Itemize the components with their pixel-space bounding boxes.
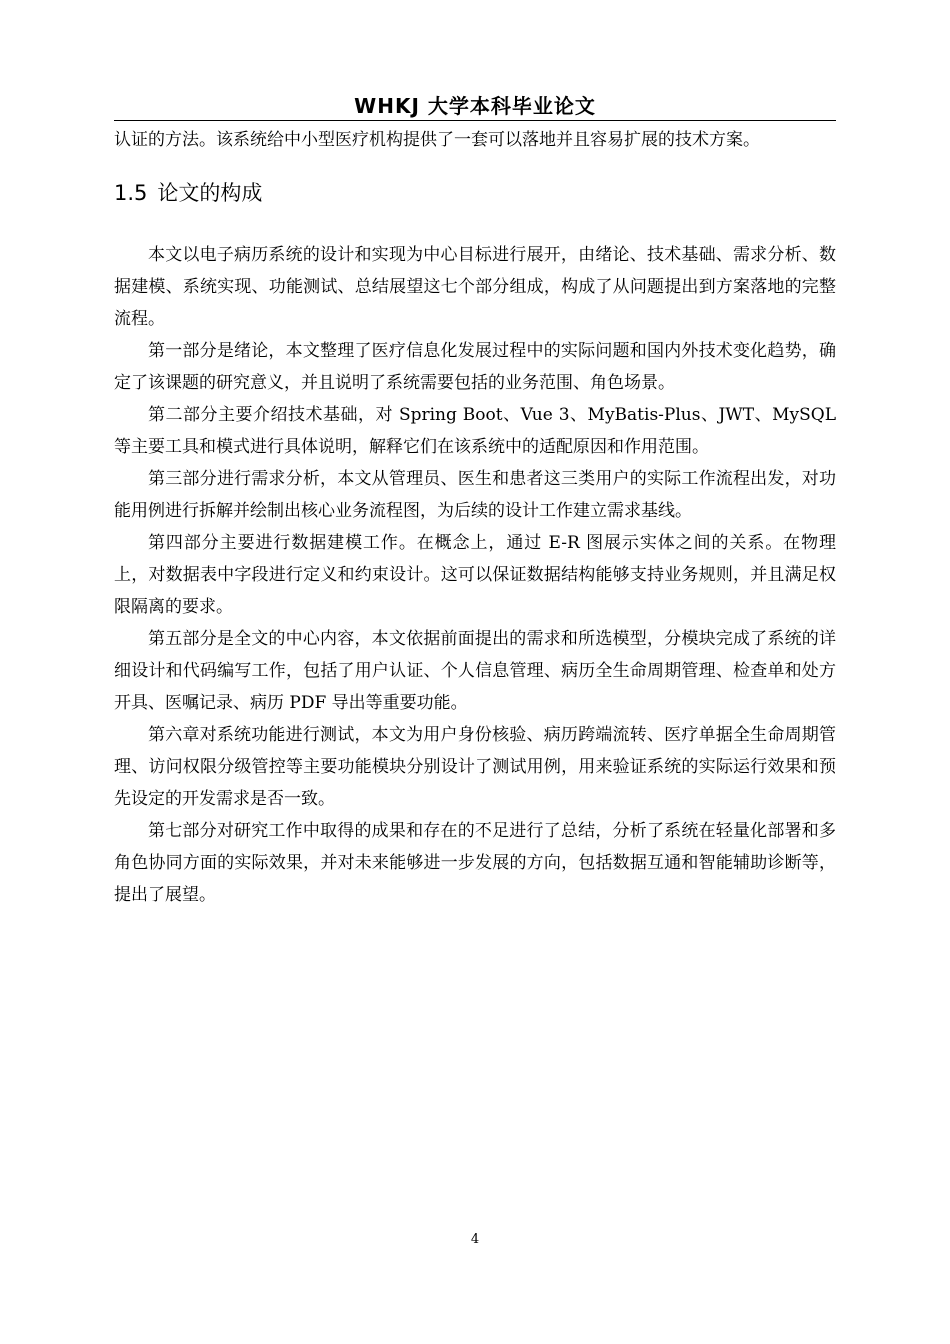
section-body — [114, 239, 836, 911]
paragraph: 第一部分是绪论，本文整理了医疗信息化发展过程中的实际问题和国内外技术变化趋势，确定了该课题的研究意义，并且说明了系统需要包括的业务范围、角色场景。 — [114, 341, 836, 393]
paragraph: 第三部分进行需求分析，本文从管理员、医生和患者这三类用户的实际工作流程出发，对功能用例进行拆解并绘制出核心业务流程图，为后续的设计工作建立需求基线。 — [114, 469, 836, 521]
paragraph: 第七部分对研究工作中取得的成果和存在的不足进行了总结，分析了系统在轻量化部署和多角色协同方面的实际效果，并对未来能够进一步发展的方向，包括数据互通和智能辅助诊断等，提出了展望。 — [114, 821, 836, 905]
paragraph: 第五部分是全文的中心内容，本文依据前面提出的需求和所选模型，分模块完成了系统的详细设计和代码编写工作，包括了用户认证、个人信息管理、病历全生命周期管理、检查单和处方开具、医嘱记录、病历 PDF 导出等重要功能。 — [114, 629, 836, 713]
paragraph: 第四部分主要进行数据建模工作。在概念上，通过 E-R 图展示实体之间的关系。在物理上，对数据表中字段进行定义和约束设计。这可以保证数据结构能够支持业务规则，并且满足权限隔离的要求。 — [114, 533, 836, 617]
section-title: 论文的构成 — [157, 181, 263, 205]
section-heading — [114, 176, 262, 210]
page-number: 4 — [470, 1232, 480, 1247]
paragraph: 第二部分主要介绍技术基础，对 Spring Boot、Vue 3、MyBatis-Plus、JWT、MySQL 等主要工具和模式进行具体说明，解释它们在该系统中的适配原因和作用范围。 — [114, 405, 836, 457]
paragraph: 本文以电子病历系统的设计和实现为中心目标进行展开，由绪论、技术基础、需求分析、数据建模、系统实现、功能测试、总结展望这七个部分组成，构成了从问题提出到方案落地的完整流程。 — [114, 245, 836, 329]
paragraph: 第六章对系统功能进行测试，本文为用户身份核验、病历跨端流转、医疗单据全生命周期管理、访问权限分级管控等主要功能模块分别设计了测试用例，用来验证系统的实际运行效果和预先设定的开发需求是否一致。 — [114, 725, 836, 809]
header-divider — [114, 120, 836, 121]
continued-paragraph: 认证的方法。该系统给中小型医疗机构提供了一套可以落地并且容易扩展的技术方案。 — [114, 130, 760, 150]
running-header: WHKJ 大学本科毕业论文 — [354, 94, 596, 118]
section-number: 1.5 — [114, 181, 148, 205]
